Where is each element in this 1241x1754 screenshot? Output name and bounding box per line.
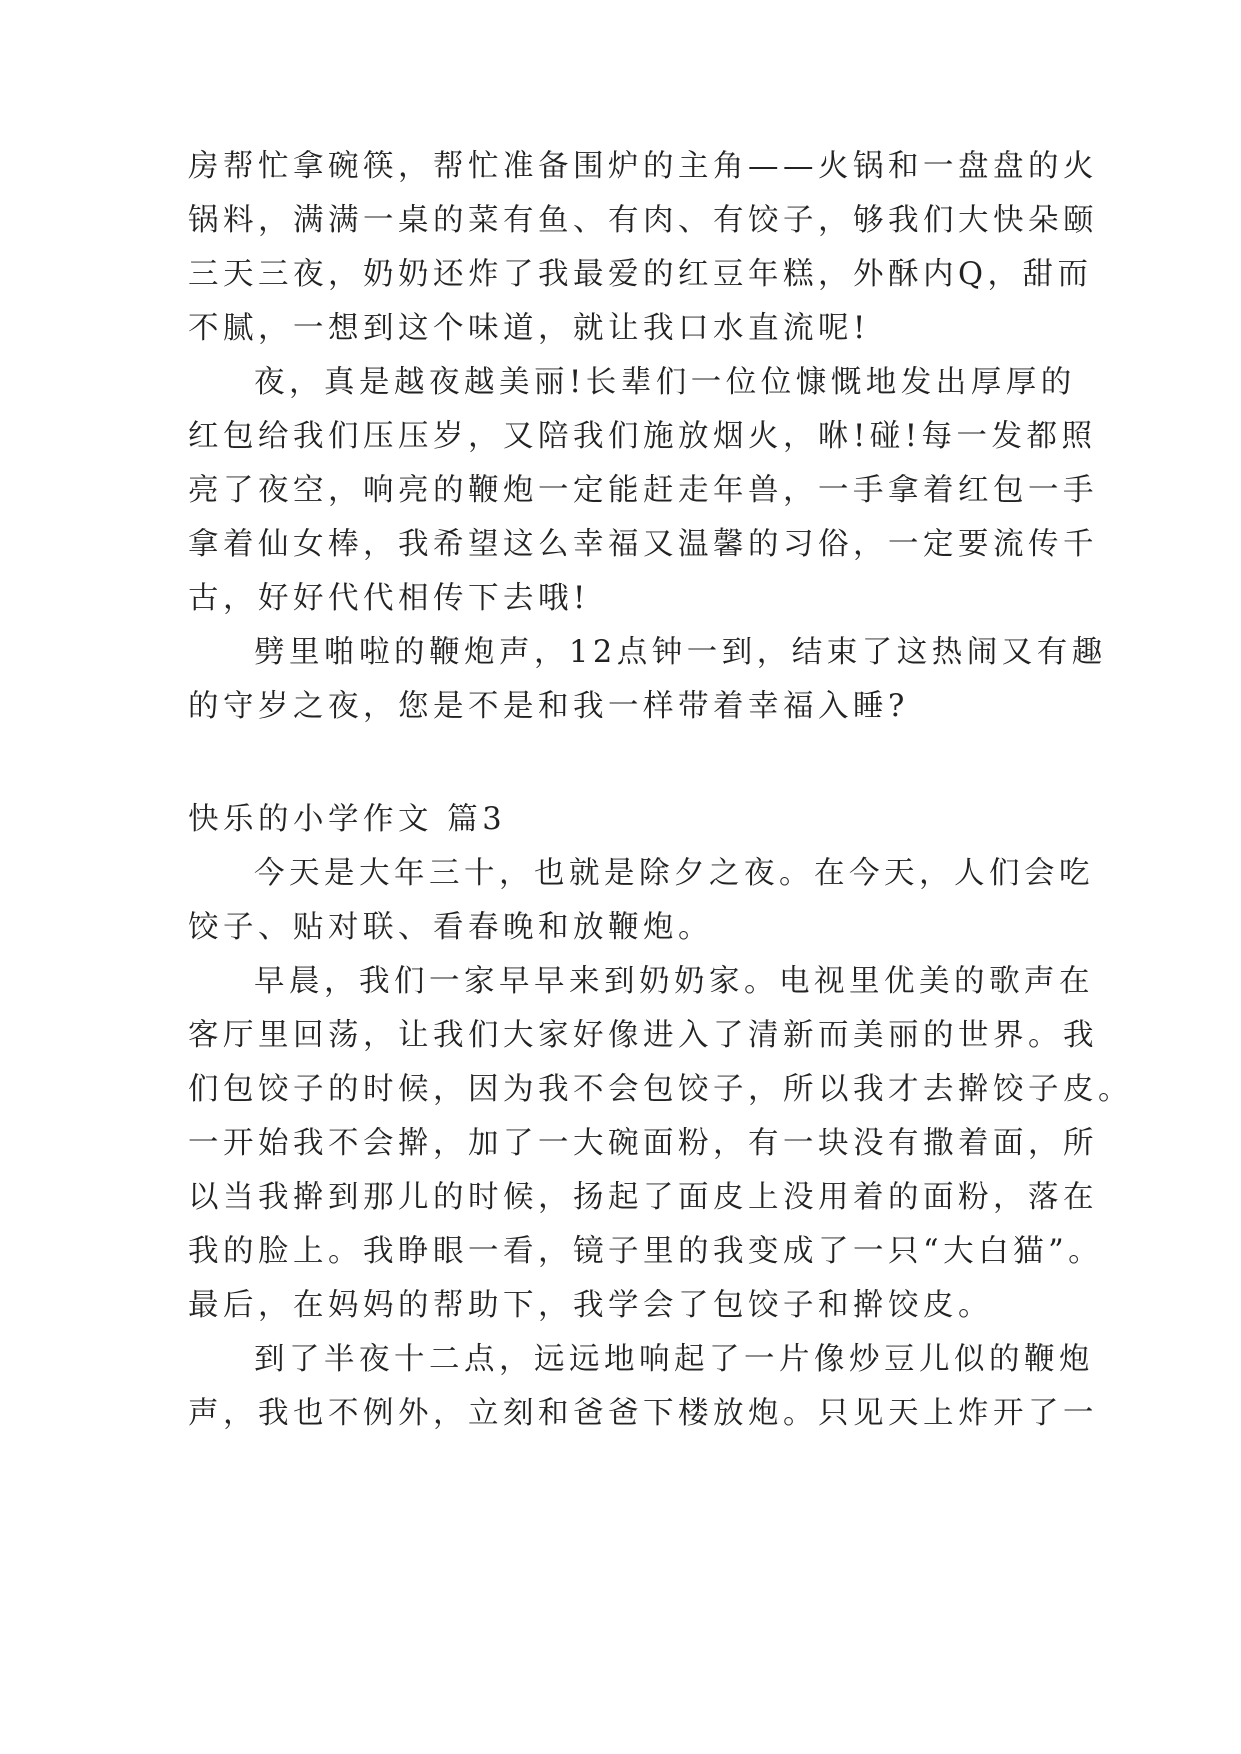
text-line: 拿着仙女棒，我希望这么幸福又温馨的习俗，一定要流传千 [188,527,1098,562]
text-line: 以当我擀到那儿的时候，扬起了面皮上没用着的面粉，落在 [188,1180,1098,1215]
text-line: 们包饺子的时候，因为我不会包饺子，所以我才去擀饺子皮。 [188,1072,1133,1107]
text-line: 房帮忙拿碗筷，帮忙准备围炉的主角——火锅和一盘盘的火 [188,149,1098,184]
text-line: 到了半夜十二点，远远地响起了一片像炒豆儿似的鞭炮 [254,1342,1094,1377]
text-line: 客厅里回荡，让我们大家好像进入了清新而美丽的世界。我 [188,1018,1098,1053]
text-line: 三天三夜，奶奶还炸了我最爱的红豆年糕，外酥内Q，甜而 [188,257,1093,292]
text-line: 亮了夜空，响亮的鞭炮一定能赶走年兽，一手拿着红包一手 [188,473,1098,508]
text-line: 一开始我不会擀，加了一大碗面粉，有一块没有撒着面，所 [188,1126,1098,1161]
text-line: 今天是大年三十，也就是除夕之夜。在今天，人们会吃 [254,856,1094,891]
text-line: 早晨，我们一家早早来到奶奶家。电视里优美的歌声在 [254,964,1094,999]
text-line: 最后，在妈妈的帮助下，我学会了包饺子和擀饺皮。 [188,1288,993,1323]
text-line: 古，好好代代相传下去哦! [188,581,590,616]
text-line: 夜，真是越夜越美丽!长辈们一位位慷慨地发出厚厚的 [254,365,1076,400]
section-heading: 快乐的小学作文 篇3 [188,802,507,837]
text-line: 的守岁之夜，您是不是和我一样带着幸福入睡? [188,689,909,724]
text-line: 我的脸上。我睁眼一看，镜子里的我变成了一只“大白猫”。 [188,1234,1104,1269]
text-line: 劈里啪啦的鞭炮声，12点钟一到，结束了这热闹又有趣 [254,635,1107,670]
text-line: 锅料，满满一桌的菜有鱼、有肉、有饺子，够我们大快朵颐 [188,203,1098,238]
text-line: 不腻，一想到这个味道，就让我口水直流呢! [188,311,870,346]
text-line: 声，我也不例外，立刻和爸爸下楼放炮。只见天上炸开了一 [188,1396,1098,1431]
text-line: 饺子、贴对联、看春晚和放鞭炮。 [188,910,713,945]
text-line: 红包给我们压压岁，又陪我们施放烟火，咻!碰!每一发都照 [188,419,1097,454]
